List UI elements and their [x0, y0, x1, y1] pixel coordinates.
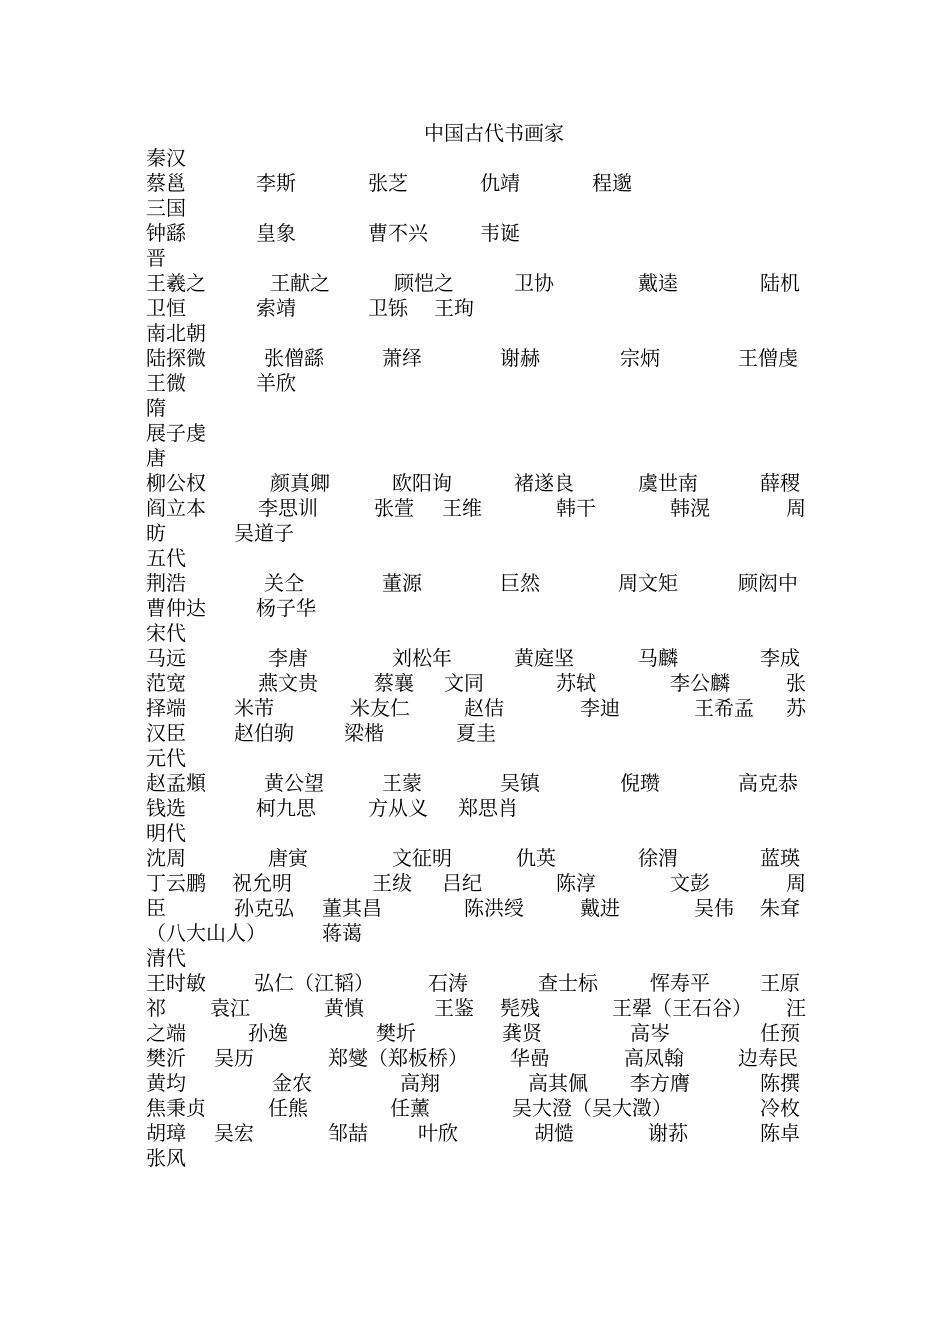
artist-name: 任薰 [390, 1096, 430, 1120]
artist-name: 汉臣 [146, 721, 186, 745]
name-row [146, 371, 806, 396]
artist-name: 高克恭 [738, 771, 798, 795]
artist-name: 吴镇 [500, 771, 540, 795]
artist-name: 沈周 [146, 846, 186, 870]
artist-name: 夏圭 [456, 721, 496, 745]
name-row [146, 721, 806, 746]
artist-name: 吴大澄（吴大澂） [512, 1096, 672, 1120]
artist-name: 文彭 [670, 871, 710, 895]
artist-name: 王翚（王石谷） [612, 996, 752, 1020]
artist-name: 张僧繇 [264, 346, 324, 370]
dynasty-heading [146, 196, 806, 221]
artist-name: 王微 [146, 371, 186, 395]
artist-name: 陈撰 [760, 1071, 800, 1095]
dynasty-heading-text: 元代 [146, 746, 186, 770]
dynasty-heading-text: 宋代 [146, 621, 186, 645]
name-row [146, 696, 806, 721]
dynasty-heading-text: 晋 [146, 246, 166, 270]
artist-name: 李迪 [580, 696, 620, 720]
name-row [146, 496, 806, 521]
dynasty-heading [146, 446, 806, 471]
name-row [146, 996, 806, 1021]
name-row [146, 1071, 806, 1096]
dynasty-heading [146, 746, 806, 771]
artist-name: 薛稷 [760, 471, 800, 495]
artist-name: 黄公望 [264, 771, 324, 795]
artist-name: 程邈 [592, 171, 632, 195]
artist-name: 梁楷 [344, 721, 384, 745]
artist-name: 萧绎 [382, 346, 422, 370]
name-row [146, 971, 806, 996]
artist-name: 黄慎 [324, 996, 364, 1020]
artist-name: 陆机 [760, 271, 800, 295]
name-row [146, 596, 806, 621]
artist-name: 金农 [272, 1071, 312, 1095]
artist-name: 汪 [786, 996, 806, 1020]
artist-name: 焦秉贞 [146, 1096, 206, 1120]
artist-name: 冷枚 [760, 1096, 800, 1120]
artist-name: 樊沂 [146, 1046, 186, 1070]
dynasty-heading [146, 946, 806, 971]
artist-name: 马麟 [638, 646, 678, 670]
artist-name: 吴宏 [214, 1121, 254, 1145]
name-row [146, 1021, 806, 1046]
artist-name: 恽寿平 [650, 971, 710, 995]
artist-name: 文同 [444, 671, 484, 695]
artist-name: 颜真卿 [270, 471, 330, 495]
dynasty-heading [146, 821, 806, 846]
artist-name: 陆探微 [146, 346, 206, 370]
artist-name: 祝允明 [232, 871, 292, 895]
artist-name: 仇英 [516, 846, 556, 870]
artist-name: 龚贤 [502, 1021, 542, 1045]
artist-name: 吴道子 [234, 521, 294, 545]
artist-name: 范宽 [146, 671, 186, 695]
dynasty-heading [146, 146, 806, 171]
artist-name: 高岑 [630, 1021, 670, 1045]
artist-name: 周文矩 [618, 571, 678, 595]
artist-name: 钱选 [146, 796, 186, 820]
artist-name: 樊圻 [376, 1021, 416, 1045]
artist-name: 张芝 [368, 171, 408, 195]
artist-name: 李成 [760, 646, 800, 670]
artist-name: 王维 [442, 496, 482, 520]
artist-name: 弘仁（江韬） [254, 971, 374, 995]
artist-name: 李方膺 [630, 1071, 690, 1095]
artist-name: 邹喆 [328, 1121, 368, 1145]
artist-name: 张 [786, 671, 806, 695]
artist-name: 宗炳 [620, 346, 660, 370]
artist-name: 米友仁 [350, 696, 410, 720]
artist-name: 吕纪 [442, 871, 482, 895]
artist-name: 羊欣 [256, 371, 296, 395]
artist-name: 王鉴 [434, 996, 474, 1020]
artist-name: 胡璋 [146, 1121, 186, 1145]
document-title: 中国古代书画家 [424, 121, 564, 145]
name-row [146, 871, 806, 896]
dynasty-heading [146, 246, 806, 271]
artist-name: 孙克弘 [234, 896, 294, 920]
artist-name: 曹仲达 [146, 596, 206, 620]
name-row [146, 521, 806, 546]
dynasty-heading [146, 321, 806, 346]
artist-name: 阎立本 [146, 496, 206, 520]
name-row [146, 796, 806, 821]
name-row [146, 1096, 806, 1121]
artist-name: 米芾 [234, 696, 274, 720]
artist-name: 燕文贵 [258, 671, 318, 695]
artist-name: 陈卓 [760, 1121, 800, 1145]
name-row [146, 346, 806, 371]
artist-name: 丁云鹏 [146, 871, 206, 895]
artist-name: 高凤翰 [624, 1046, 684, 1070]
artist-name: 钟繇 [146, 221, 186, 245]
name-row [146, 421, 806, 446]
dynasty-heading-text: 唐 [146, 446, 166, 470]
artist-name: 索靖 [256, 296, 296, 320]
document-body [146, 146, 806, 1171]
artist-name: 褚遂良 [514, 471, 574, 495]
artist-name: 戴逵 [638, 271, 678, 295]
artist-name: 荆浩 [146, 571, 186, 595]
artist-name: 展子虔 [146, 421, 206, 445]
document-page [146, 121, 806, 1171]
artist-name: 欧阳询 [392, 471, 452, 495]
artist-name: 吴伟 [694, 896, 734, 920]
artist-name: 王蒙 [382, 771, 422, 795]
artist-name: 王献之 [270, 271, 330, 295]
name-row [146, 1146, 806, 1171]
name-row [146, 921, 806, 946]
artist-name: 王时敏 [146, 971, 206, 995]
artist-name: 徐渭 [638, 846, 678, 870]
artist-name: 王希孟 [694, 696, 754, 720]
artist-name: 蔡邕 [146, 171, 186, 195]
name-row [146, 646, 806, 671]
artist-name: 李思训 [258, 496, 318, 520]
artist-name: 柳公权 [146, 471, 206, 495]
artist-name: 郑思肖 [458, 796, 518, 820]
dynasty-heading-text: 南北朝 [146, 321, 206, 345]
artist-name: 方从义 [368, 796, 428, 820]
artist-name: 王羲之 [146, 271, 206, 295]
name-row [146, 171, 806, 196]
artist-name: 张风 [146, 1146, 186, 1170]
artist-name: 黄均 [146, 1071, 186, 1095]
artist-name: 文征明 [392, 846, 452, 870]
artist-name: 昉 [146, 521, 166, 545]
artist-name: 韩干 [556, 496, 596, 520]
artist-name: 袁江 [210, 996, 250, 1020]
artist-name: 吴历 [214, 1046, 254, 1070]
artist-name: 王珣 [434, 296, 474, 320]
artist-name: 卫恒 [146, 296, 186, 320]
artist-name: 李唐 [268, 646, 308, 670]
artist-name: 谢赫 [500, 346, 540, 370]
artist-name: 陈洪绶 [464, 896, 524, 920]
artist-name: 谢荪 [648, 1121, 688, 1145]
name-row [146, 271, 806, 296]
artist-name: 之端 [146, 1021, 186, 1045]
name-row [146, 771, 806, 796]
artist-name: 查士标 [538, 971, 598, 995]
artist-name: 虞世南 [638, 471, 698, 495]
dynasty-heading-text: 秦汉 [146, 146, 186, 170]
artist-name: 皇象 [256, 221, 296, 245]
artist-name: 顾闳中 [738, 571, 798, 595]
artist-name: 黄庭坚 [514, 646, 574, 670]
artist-name: 蓝瑛 [760, 846, 800, 870]
dynasty-heading [146, 396, 806, 421]
artist-name: 祁 [146, 996, 166, 1020]
artist-name: 戴进 [580, 896, 620, 920]
artist-name: 刘松年 [392, 646, 452, 670]
dynasty-heading-text: 五代 [146, 546, 186, 570]
name-row [146, 221, 806, 246]
artist-name: 髡残 [500, 996, 540, 1020]
artist-name: 顾恺之 [394, 271, 454, 295]
artist-name: 赵伯驹 [234, 721, 294, 745]
artist-name: 卫协 [514, 271, 554, 295]
dynasty-heading-text: 隋 [146, 396, 166, 420]
artist-name: 孙逸 [248, 1021, 288, 1045]
artist-name: 董源 [382, 571, 422, 595]
artist-name: 边寿民 [738, 1046, 798, 1070]
artist-name: 倪瓒 [620, 771, 660, 795]
artist-name: 卫铄 [368, 296, 408, 320]
artist-name: 王绂 [372, 871, 412, 895]
artist-name: 巨然 [500, 571, 540, 595]
dynasty-heading-text: 清代 [146, 946, 186, 970]
artist-name: 高翔 [400, 1071, 440, 1095]
name-row [146, 846, 806, 871]
name-row [146, 296, 806, 321]
artist-name: 赵孟頫 [146, 771, 206, 795]
artist-name: 张萱 [374, 496, 414, 520]
name-row [146, 1121, 806, 1146]
dynasty-heading-text: 三国 [146, 196, 186, 220]
name-row [146, 471, 806, 496]
artist-name: 马远 [146, 646, 186, 670]
artist-name: 郑燮（郑板桥） [328, 1046, 468, 1070]
artist-name: 韩滉 [670, 496, 710, 520]
name-row [146, 671, 806, 696]
artist-name: 赵佶 [464, 696, 504, 720]
dynasty-heading [146, 546, 806, 571]
artist-name: 高其佩 [528, 1071, 588, 1095]
dynasty-heading-text: 明代 [146, 821, 186, 845]
artist-name: 苏 [786, 696, 806, 720]
artist-name: 李斯 [256, 171, 296, 195]
artist-name: 陈淳 [556, 871, 596, 895]
dynasty-heading [146, 621, 806, 646]
artist-name: 韦诞 [480, 221, 520, 245]
artist-name: 石涛 [428, 971, 468, 995]
artist-name: 胡慥 [534, 1121, 574, 1145]
artist-name: 曹不兴 [368, 221, 428, 245]
artist-name: 华喦 [510, 1046, 550, 1070]
name-row [146, 896, 806, 921]
artist-name: 叶欣 [418, 1121, 458, 1145]
artist-name: 王原 [760, 971, 800, 995]
artist-name: 仇靖 [480, 171, 520, 195]
name-row [146, 1046, 806, 1071]
artist-name: 唐寅 [268, 846, 308, 870]
artist-name: 周 [786, 496, 806, 520]
artist-name: 蒋蔼 [322, 921, 362, 945]
artist-name: 王僧虔 [738, 346, 798, 370]
artist-name: 杨子华 [256, 596, 316, 620]
name-row [146, 571, 806, 596]
artist-name: 董其昌 [322, 896, 382, 920]
artist-name: 蔡襄 [374, 671, 414, 695]
artist-name: 关仝 [264, 571, 304, 595]
artist-name: （八大山人） [146, 921, 266, 945]
artist-name: 任熊 [268, 1096, 308, 1120]
artist-name: 择端 [146, 696, 186, 720]
artist-name: 臣 [146, 896, 166, 920]
artist-name: 苏轼 [556, 671, 596, 695]
artist-name: 任预 [760, 1021, 800, 1045]
artist-name: 朱耷 [760, 896, 800, 920]
artist-name: 周 [786, 871, 806, 895]
artist-name: 李公麟 [670, 671, 730, 695]
artist-name: 柯九思 [256, 796, 316, 820]
